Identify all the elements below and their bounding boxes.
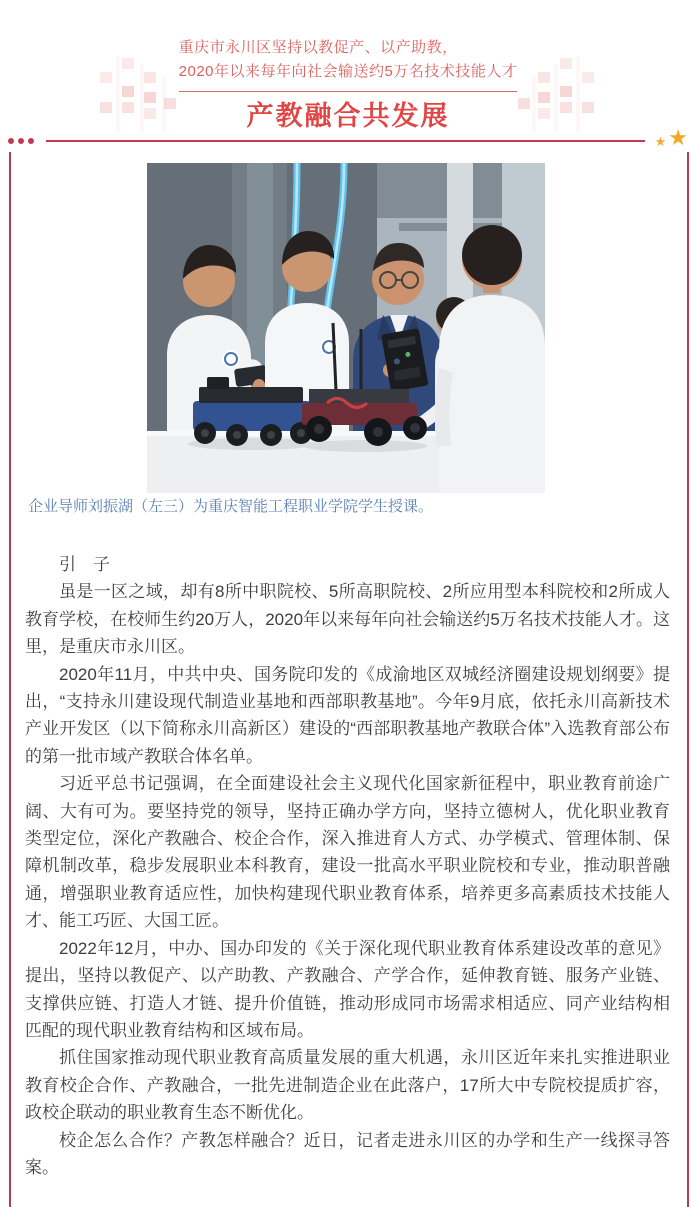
subtitle-line-2: 2020年以来每年向社会输送约5万名技术技能人才 <box>179 60 518 92</box>
paragraph: 习近平总书记强调，在全面建设社会主义现代化国家新征程中，职业教育前途广阔、大有可为。要坚持党的领导，坚持正确办学方向，坚持立德树人，优化职业教育类型定位，深化产教融合、校企合作，深入推进育人方式、办学模式、管理体制、保障机制改革，稳步发展职业本科教育，建设一批高水平职业院校和专业，推动职普融通，增强职业教育适应性，加快构建现代职业教育体系，培养更多高素质技术技能人才、能工巧匠、大国工匠。 <box>25 774 670 931</box>
star-small-icon: ★ <box>654 133 667 149</box>
frame-left-line <box>9 152 11 1207</box>
paragraph: 抓住国家推动现代职业教育高质量发展的重大机遇，永川区近年来扎实推进职业教育校企合作、产教融合，一批先进制造企业在此落户，17所大中专院校提质扩容，政校企联动的职业教育生态不断优化。 <box>25 1048 670 1123</box>
paragraph: 2022年12月，中办、国办印发的《关于深化现代职业教育体系建设改革的意见》提出，坚持以教促产、以产助教、产教融合、产学合作，延伸教育链、服务产业链、支撑供应链、打造人才链、提升价值链，推动形成同市场需求相适应、同产业结构相匹配的现代职业教育结构和区域布局。 <box>25 938 670 1040</box>
paragraph: 2020年11月，中共中央、国务院印发的《成渝地区双城经济圈建设规划纲要》提出，“支持永川建设现代制造业基地和西部职教基地”。今年9月底，依托永川高新技术产业开发区（以下简称永川高新区）建设的“西部职教基地产教联合体”入选教育部公布的第一批市域产教联合体名单。 <box>25 664 670 766</box>
paragraph: 校企怎么合作？产教怎样融合？近日，记者走进永川区的办学和生产一线探寻答案。 <box>25 1130 670 1177</box>
subtitle-line-1: 重庆市永川区坚持以教促产、以产助教， <box>178 39 458 56</box>
dot-icon <box>28 138 34 144</box>
star-large-icon: ★ <box>668 125 688 150</box>
page-title: 产教融合共发展 <box>246 101 450 131</box>
decor-blocks-left-icon <box>98 56 190 132</box>
frame-right-line <box>687 152 689 1207</box>
paragraph: 引 子 <box>59 555 110 574</box>
subtitle-block <box>179 36 518 92</box>
article-photo[interactable] <box>147 163 545 493</box>
paragraph: 虽是一区之域，却有8所中职院校、5所高职院校、2所应用型本科院校和2所成人教育学校，在校师生约20万人，2020年以来每年向社会输送约5万名技术技能人才。这里，是重庆市永川区。 <box>25 582 670 657</box>
divider-row <box>8 125 688 150</box>
divider-line <box>46 140 645 142</box>
photo-caption: 企业导师刘振湖（左三）为重庆智能工程职业学院学生授课。 <box>28 498 434 515</box>
article-header <box>0 0 696 132</box>
decor-blocks-right-icon <box>504 56 596 132</box>
article-body <box>25 551 670 1181</box>
three-dots-icon <box>8 138 34 144</box>
dot-icon <box>8 138 14 144</box>
dot-icon <box>18 138 24 144</box>
